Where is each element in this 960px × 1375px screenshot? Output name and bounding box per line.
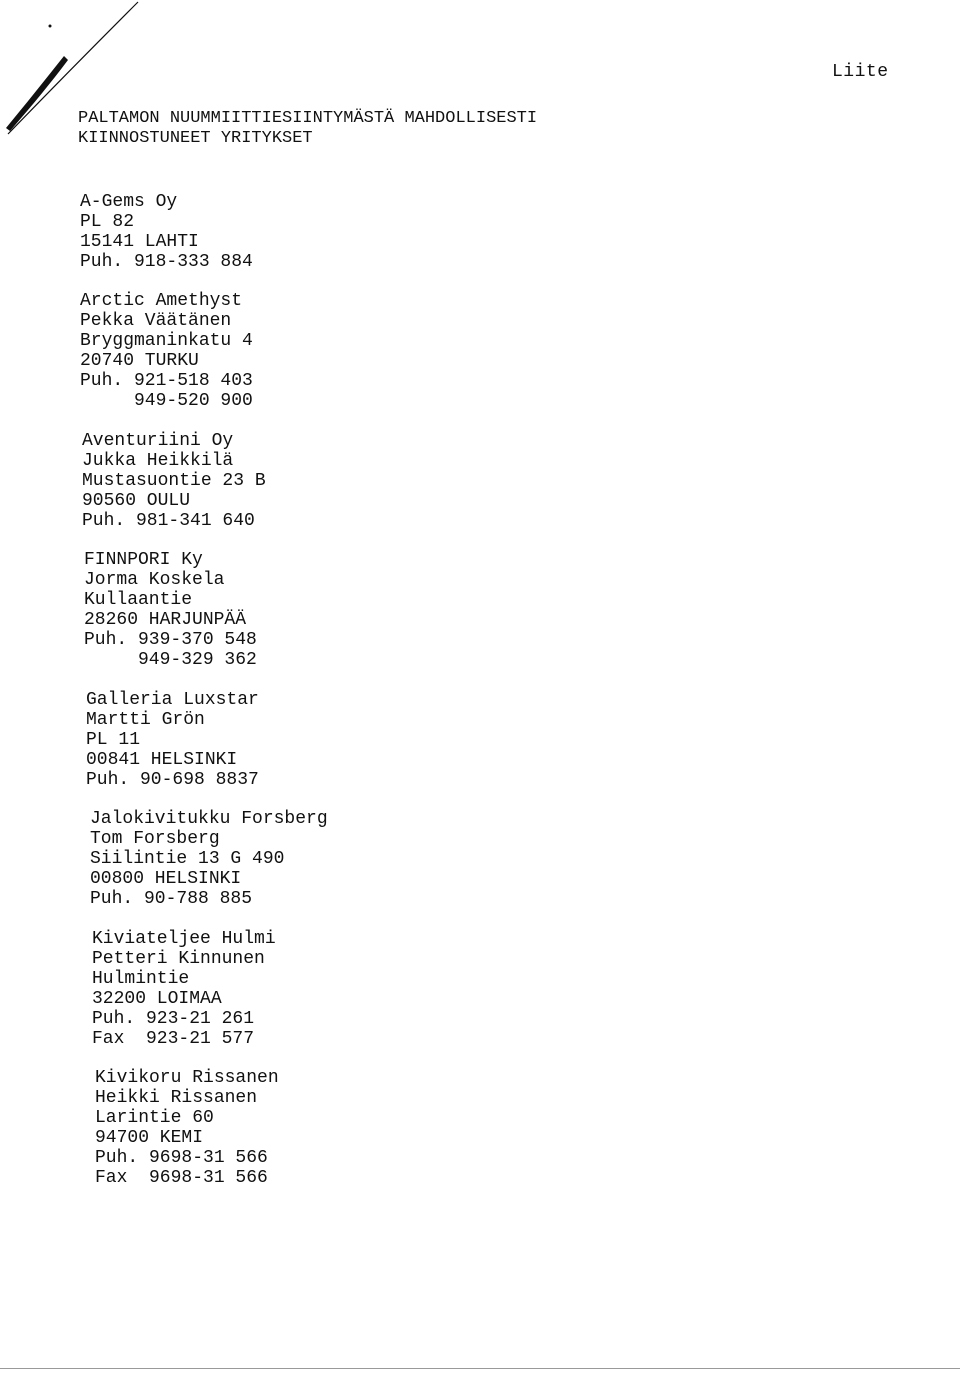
fax-line: Fax 9698-31 566 xyxy=(95,1168,268,1188)
address-line: 90560 OULU xyxy=(82,491,191,511)
address-line: 20740 TURKU xyxy=(80,351,199,371)
company-name: Arctic Amethyst xyxy=(80,291,243,311)
address-line: 94700 KEMI xyxy=(95,1128,204,1148)
address-line: Siilintie 13 G 490 xyxy=(90,849,285,869)
contact-name: Pekka Väätänen xyxy=(80,311,232,331)
company-entry xyxy=(90,809,328,909)
company-name: Jalokivitukku Forsberg xyxy=(90,809,328,829)
company-name: FINNPORI Ky xyxy=(84,550,203,570)
document-title xyxy=(78,109,537,149)
company-entry xyxy=(86,690,259,790)
address-line: PL 82 xyxy=(80,212,135,232)
company-name: Kivikoru Rissanen xyxy=(95,1068,279,1088)
contact-name: Jukka Heikkilä xyxy=(82,451,234,471)
address-line: 28260 HARJUNPÄÄ xyxy=(84,610,247,630)
address-line: 15141 LAHTI xyxy=(80,232,199,252)
company-entry xyxy=(80,291,253,411)
address-line: Kullaantie xyxy=(84,590,193,610)
address-line: Mustasuontie 23 B xyxy=(82,471,266,491)
company-name: Aventuriini Oy xyxy=(82,431,234,451)
company-entry xyxy=(84,550,257,670)
phone-line: Puh. 981-341 640 xyxy=(82,511,255,531)
address-line: 00841 HELSINKI xyxy=(86,750,238,770)
contact-name: Martti Grön xyxy=(86,710,205,730)
phone-line: Puh. 90-698 8837 xyxy=(86,770,259,790)
phone-line: Puh. 9698-31 566 xyxy=(95,1148,268,1168)
company-name: A-Gems Oy xyxy=(80,192,178,212)
phone-line: Puh. 923-21 261 xyxy=(92,1009,255,1029)
address-line: PL 11 xyxy=(86,730,141,750)
fax-line: Fax 923-21 577 xyxy=(92,1029,255,1049)
address-line: Larintie 60 xyxy=(95,1108,214,1128)
company-entry xyxy=(92,929,276,1049)
company-name: Kiviateljee Hulmi xyxy=(92,929,276,949)
attachment-label: Liite xyxy=(832,62,889,82)
company-entry xyxy=(82,431,266,531)
title-line-1: PALTAMON NUUMMIITTIESIINTYMÄSTÄ MAHDOLLISESTI xyxy=(78,109,538,128)
phone-line: Puh. 939-370 548 xyxy=(84,630,257,650)
company-entry xyxy=(80,192,253,272)
bottom-scan-edge xyxy=(0,1368,960,1369)
address-line: 00800 HELSINKI xyxy=(90,869,242,889)
title-line-2: KIINNOSTUNEET YRITYKSET xyxy=(78,129,313,148)
address-line: 32200 LOIMAA xyxy=(92,989,222,1009)
phone-line: 949-329 362 xyxy=(84,650,257,670)
phone-line: Puh. 90-788 885 xyxy=(90,889,253,909)
contact-name: Petteri Kinnunen xyxy=(92,949,265,969)
contact-name: Tom Forsberg xyxy=(90,829,220,849)
phone-line: 949-520 900 xyxy=(80,391,253,411)
company-entry xyxy=(95,1068,279,1188)
company-name: Galleria Luxstar xyxy=(86,690,259,710)
phone-line: Puh. 918-333 884 xyxy=(80,252,253,272)
address-line: Hulmintie xyxy=(92,969,190,989)
phone-line: Puh. 921-518 403 xyxy=(80,371,253,391)
contact-name: Heikki Rissanen xyxy=(95,1088,258,1108)
address-line: Bryggmaninkatu 4 xyxy=(80,331,253,351)
contact-name: Jorma Koskela xyxy=(84,570,225,590)
